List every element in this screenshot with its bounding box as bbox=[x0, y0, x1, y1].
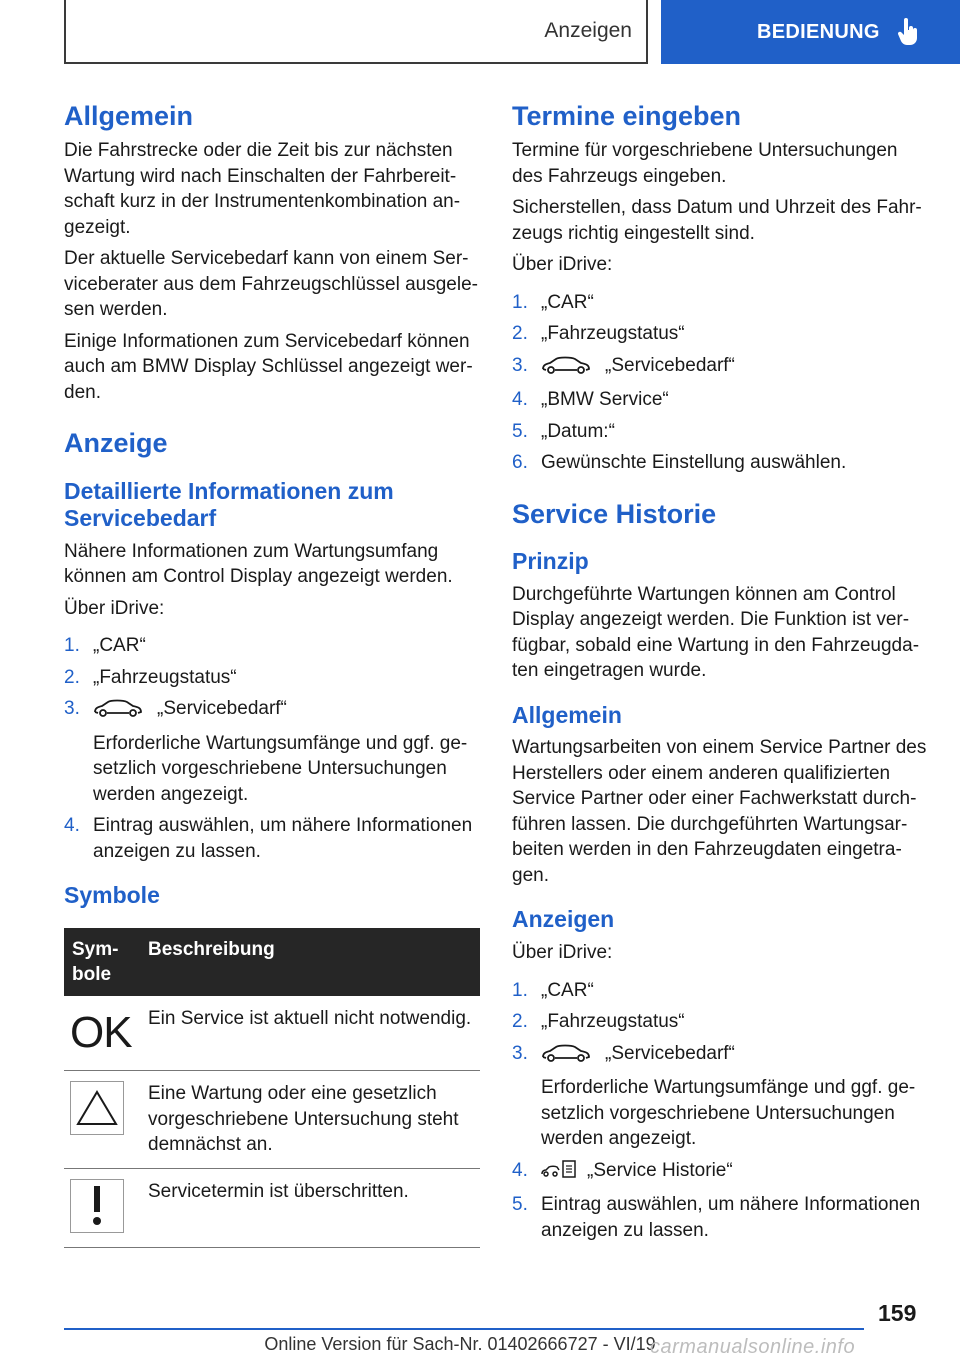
paragraph: Über iDrive: bbox=[512, 254, 613, 276]
table-header-symbols: Symbole bbox=[64, 928, 140, 996]
heading-prinzip: Prinzip bbox=[512, 548, 589, 575]
heading-anzeigen: Anzeigen bbox=[512, 906, 615, 933]
list-item: 2. „Fahrzeugstatus“ bbox=[64, 666, 237, 688]
table-row: Eine Wartung oder eine gesetzlich vorgeschriebene Untersuchung steht demnächst an. bbox=[64, 1071, 480, 1169]
paragraph: Die Fahrstrecke oder die Zeit bis zur nächsten Wartung wird nach Einschalten der Fahrbereitschaft kurz in der Instrumentenkombination angezeigt. bbox=[64, 140, 461, 238]
paragraph: Der aktuelle Servicebedarf kann von einem Serviceberater aus dem Fahrzeugschlüssel ausgelesen werden. bbox=[64, 248, 478, 321]
list-item: 4. „Service Historie“ bbox=[512, 1158, 932, 1187]
list-item: 2. „Fahrzeugstatus“ bbox=[512, 1011, 685, 1033]
right-column bbox=[512, 100, 932, 1249]
paragraph: Sicherstellen, dass Datum und Uhrzeit des Fahrzeugs richtig eingestellt sind. bbox=[512, 197, 922, 244]
heading-termine: Termine eingeben bbox=[512, 101, 742, 131]
car-icon bbox=[541, 356, 591, 382]
paragraph: Über iDrive: bbox=[64, 597, 165, 619]
list-item: 4. „BMW Service“ bbox=[512, 389, 669, 411]
list-item: 3. „Servicebedarf“ Erforderliche Wartungsumfänge und ggf. gesetzlich vorgeschriebene Untersuchungen werden angezeigt. bbox=[512, 1042, 916, 1150]
heading-allgemein: Allgemein bbox=[64, 101, 194, 131]
table-row: Servicetermin ist überschritten. bbox=[64, 1168, 480, 1247]
termine-steps-list bbox=[512, 290, 932, 476]
heading-service-historie: Service Historie bbox=[512, 498, 717, 529]
list-item: 3. „Servicebedarf“ bbox=[512, 353, 932, 382]
list-item: 5. „Datum:“ bbox=[512, 420, 615, 442]
car-icon bbox=[541, 1044, 591, 1070]
pointing-hand-icon bbox=[898, 18, 920, 46]
header-section-box bbox=[64, 0, 648, 64]
table-header-description: Beschreibung bbox=[140, 928, 480, 996]
heading-anzeige: Anzeige bbox=[64, 428, 168, 459]
ok-icon: OK bbox=[70, 1008, 132, 1058]
service-history-icon bbox=[541, 1159, 577, 1187]
list-item: 5. Eintrag auswählen, um nähere Informationen anzeigen zu lassen. bbox=[512, 1194, 921, 1241]
table-row: OK Ein Service ist aktuell nicht notwendig. bbox=[64, 996, 480, 1071]
paragraph: Termine für vorgeschriebene Untersuchungen des Fahrzeugs eingeben. bbox=[512, 140, 898, 187]
heading-symbole: Symbole bbox=[64, 882, 160, 909]
symbols-table bbox=[64, 928, 480, 1248]
exclamation-icon bbox=[70, 1179, 124, 1233]
list-item: 6. Gewünschte Einstellung auswählen. bbox=[512, 452, 847, 474]
header-chapter-title: BEDIENUNG bbox=[757, 20, 880, 43]
list-item: 1. „CAR“ bbox=[512, 979, 594, 1001]
header-chapter-tab bbox=[661, 0, 960, 64]
watermark: carmanualsonline.info bbox=[650, 1336, 856, 1358]
paragraph: Nähere Informationen zum Wartungsumfang können am Control Display angezeigt werden. bbox=[64, 540, 453, 588]
list-item: 1. „CAR“ bbox=[512, 291, 594, 313]
paragraph: Wartungsarbeiten von einem Service Partner des Herstellers oder einem anderen qualifizierten Service Partner oder einer Fachwerkstatt durchführen lassen. Die durchgeführten Wartungsarbeiten werden in den Fahrzeugdaten eingetragen. bbox=[512, 737, 927, 886]
heading-allgemein-right: Allgemein bbox=[512, 701, 622, 728]
list-item: 3. „Servicebedarf“ Erforderliche Wartungsumfänge und ggf. gesetzlich vorgeschriebene Untersuchungen werden angezeigt. bbox=[64, 698, 468, 805]
list-item: 1. „CAR“ bbox=[64, 635, 146, 657]
list-item: 4. Eintrag auswählen, um nähere Informationen anzeigen zu lassen. bbox=[64, 815, 473, 862]
paragraph: Durchgeführte Wartungen können am Control Display angezeigt werden. Die Funktion ist verfügbar, sobald eine Wartung in den Fahrzeugdaten eingetragen wurde. bbox=[512, 583, 920, 682]
page-number: 159 bbox=[878, 1300, 917, 1326]
heading-detail: Detaillierte Informationen zum Servicebedarf bbox=[64, 477, 394, 532]
warning-triangle-icon bbox=[70, 1081, 124, 1135]
list-item: 2. „Fahrzeugstatus“ bbox=[512, 323, 685, 345]
footer-divider bbox=[64, 1328, 864, 1330]
paragraph: Einige Informationen zum Servicebedarf können auch am BMW Display Schlüssel angezeigt werden. bbox=[64, 330, 473, 403]
left-column bbox=[64, 100, 480, 1248]
paragraph: Über iDrive: bbox=[512, 942, 613, 964]
idrive-steps-list bbox=[64, 633, 480, 864]
header-section-title: Anzeigen bbox=[544, 19, 632, 42]
footer-text: Online Version für Sach-Nr. 01402666727 - VI/19 bbox=[264, 1334, 656, 1354]
historie-steps-list bbox=[512, 978, 932, 1244]
car-icon bbox=[93, 699, 143, 725]
